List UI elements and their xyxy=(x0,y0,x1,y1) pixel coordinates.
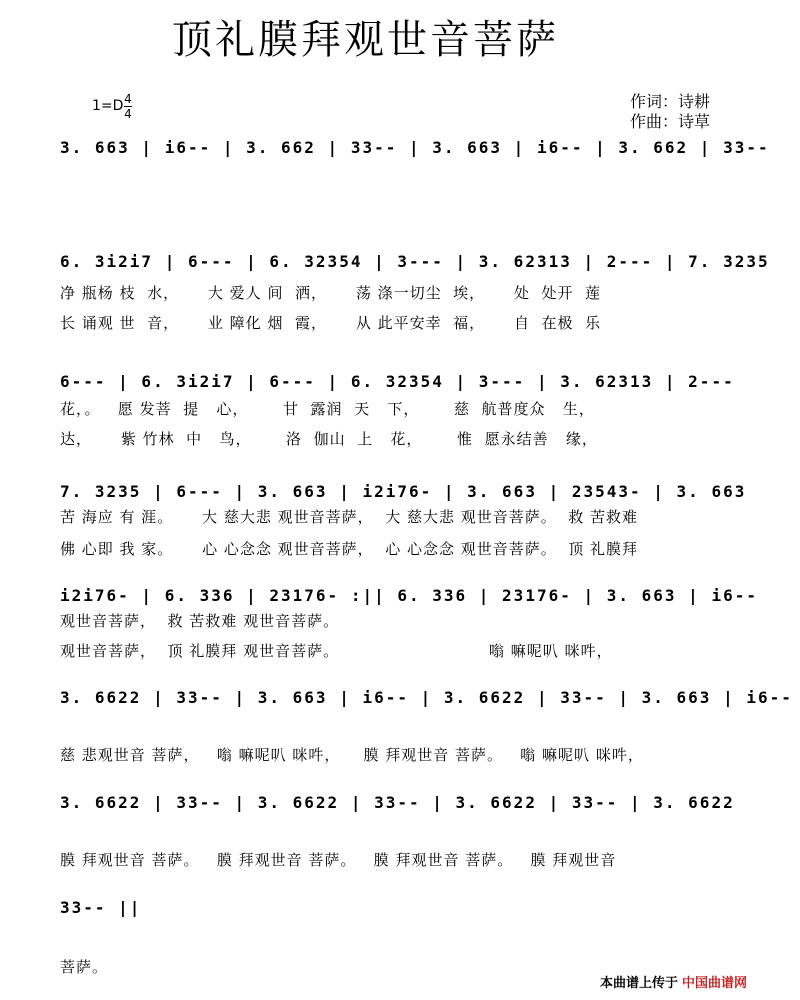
composer: 作曲：诗草 xyxy=(630,112,711,131)
notation-row-6: 3. 6622 | 33-- | 3. 663 | i6-- | 3. 6622 | 33-- | 3. 663 | i6-- xyxy=(60,688,793,707)
notation-row-8: 33-- || xyxy=(60,898,142,917)
lyric-row-4-line-2: 佛 心即 我 家。 心 心念念 观世音菩萨， 心 心念念 观世音菩萨。 顶 礼膜拜 xyxy=(60,540,639,558)
credits xyxy=(630,92,710,132)
lyric-row-7-line-1: 膜 拜观世音 菩萨。 膜 拜观世音 菩萨。 膜 拜观世音 菩萨。 膜 拜观世音 xyxy=(60,851,617,869)
time-signature xyxy=(124,93,132,120)
meter-bottom: 4 xyxy=(124,107,132,121)
lyric-row-3-line-2: 达， 紫 竹林 中 鸟， 洛 伽山 上 花， 惟 愿永结善 缘， xyxy=(60,430,598,448)
notation-row-3: 6--- | 6. 3i2i7 | 6--- | 6. 32354 | 3--- | 3. 62313 | 2--- xyxy=(60,372,735,391)
notation-row-2: 6. 3i2i7 | 6--- | 6. 32354 | 3--- | 3. 62313 | 2--- | 7. 3235 xyxy=(60,252,770,271)
lyric-row-3-line-1: 花，。 愿 发菩 提 心， 甘 露润 天 下， 慈 航普度众 生， xyxy=(60,400,595,418)
site-logo: 中国曲谱网 xyxy=(682,976,748,991)
lyric-row-5-line-2: 观世音菩萨， 顶 礼膜拜 观世音菩萨。 嗡 嘛呢叭 咪吽， xyxy=(60,642,613,660)
lyric-row-2-line-1: 净 瓶杨 枝 水， 大 爱人 间 洒， 荡 涤一切尘 埃， 处 处开 莲 xyxy=(60,284,602,302)
page-title: 顶礼膜拜观世音菩萨 xyxy=(172,17,559,63)
lyric-row-9-line-1: 菩萨。 xyxy=(60,958,109,976)
lyric-row-5-line-1: 观世音菩萨， 救 苦救难 观世音菩萨。 xyxy=(60,612,340,630)
lyric-row-2-line-2: 长 诵观 世 音， 业 障化 烟 霞， 从 此平安幸 福， 自 在极 乐 xyxy=(60,314,602,332)
lyric-row-6-line-1: 慈 悲观世音 菩萨， 嗡 嘛呢叭 咪吽， 膜 拜观世音 菩萨。 嗡 嘛呢叭 咪吽， xyxy=(60,746,644,764)
notation-row-5: i2i76- | 6. 336 | 23176- :|| 6. 336 | 23176- | 3. 663 | i6-- xyxy=(60,586,758,605)
notation-row-1: 3. 663 | i6-- | 3. 662 | 33-- | 3. 663 | i6-- | 3. 662 | 33-- xyxy=(60,138,770,157)
footer-source xyxy=(600,972,747,991)
meter-top: 4 xyxy=(124,92,132,106)
footer-text: 本曲谱上传于 xyxy=(600,976,679,991)
notation-row-4: 7. 3235 | 6--- | 3. 663 | i2i76- | 3. 663 | 23543- | 3. 663 xyxy=(60,482,747,501)
notation-row-7: 3. 6622 | 33-- | 3. 6622 | 33-- | 3. 6622 | 33-- | 3. 6622 xyxy=(60,793,735,812)
lyric-row-4-line-1: 苦 海应 有 涯。 大 慈大悲 观世音菩萨， 大 慈大悲 观世音菩萨。 救 苦救难 xyxy=(60,508,639,526)
key-signature: 1=D xyxy=(92,98,124,114)
lyricist: 作词：诗耕 xyxy=(630,92,711,111)
